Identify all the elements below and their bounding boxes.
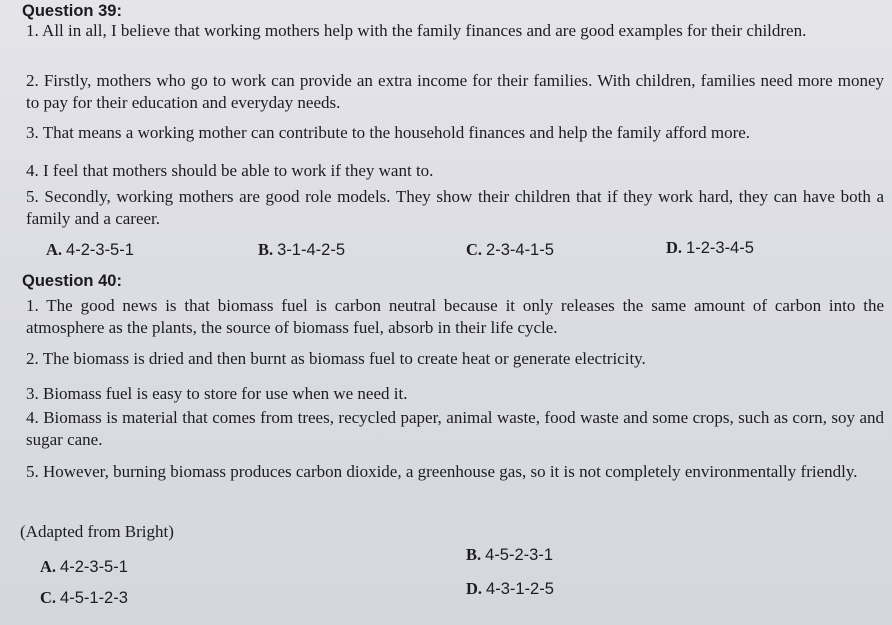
option-letter: B. [466,545,482,564]
q40-sentence-5: 5. However, burning biomass produces carbon dioxide, a greenhouse gas, so it is not completely environmentally friendly. [26,462,858,481]
q39-sentence-3: 3. That means a working mother can contribute to the household finances and help the family afford more. [26,123,751,142]
q40-sentence-2: 2. The biomass is dried and then burnt as biomass fuel to create heat or generate electricity. [26,349,646,368]
q40-sentence-3: 3. Biomass fuel is easy to store for use when we need it. [26,384,408,403]
q39-option-c[interactable] [466,240,554,260]
question-40-heading: Question 40: [22,272,122,290]
option-value: 4-5-1-2-3 [60,589,128,607]
option-letter: D. [466,579,483,598]
option-letter: D. [666,238,683,257]
option-value: 4-2-3-5-1 [60,558,128,576]
source-note: (Adapted from Bright) [20,522,174,541]
q40-option-d[interactable] [466,579,554,599]
q39-sentence-1: 1. All in all, I believe that working mothers help with the family finances and are good examples for their children. [26,21,807,40]
option-value: 2-3-4-1-5 [486,241,554,259]
question-39-heading: Question 39: [22,2,122,20]
q39-option-b[interactable] [258,240,345,260]
option-letter: A. [46,240,63,259]
option-letter: B. [258,240,274,259]
option-value: 1-2-3-4-5 [686,239,754,257]
option-letter: A. [40,557,57,576]
q39-sentence-4: 4. I feel that mothers should be able to work if they want to. [26,161,434,180]
option-value: 4-3-1-2-5 [486,580,554,598]
option-letter: C. [466,240,483,259]
q39-sentence-2: 2. Firstly, mothers who go to work can provide an extra income for their families. With children, families need more money to pay for their education and everyday needs. [26,71,884,112]
option-value: 4-5-2-3-1 [485,546,554,564]
q39-option-a[interactable] [46,240,134,260]
option-value: 3-1-4-2-5 [277,241,346,259]
q40-option-a[interactable] [40,557,128,577]
q39-sentence-5: 5. Secondly, working mothers are good role models. They show their children that if they work hard, they can have both a family and a career. [26,187,884,228]
q40-option-c[interactable] [40,588,128,608]
option-letter: C. [40,588,57,607]
q40-sentence-1: 1. The good news is that biomass fuel is carbon neutral because it only releases the same amount of carbon into the atmosphere as the plants, the source of biomass fuel, absorb in their life cycle. [26,296,884,337]
q40-option-b[interactable] [466,545,553,565]
q39-option-d[interactable] [666,238,754,258]
option-value: 4-2-3-5-1 [66,241,134,259]
q40-sentence-4: 4. Biomass is material that comes from trees, recycled paper, animal waste, food waste and some crops, such as corn, soy and sugar cane. [26,408,884,449]
